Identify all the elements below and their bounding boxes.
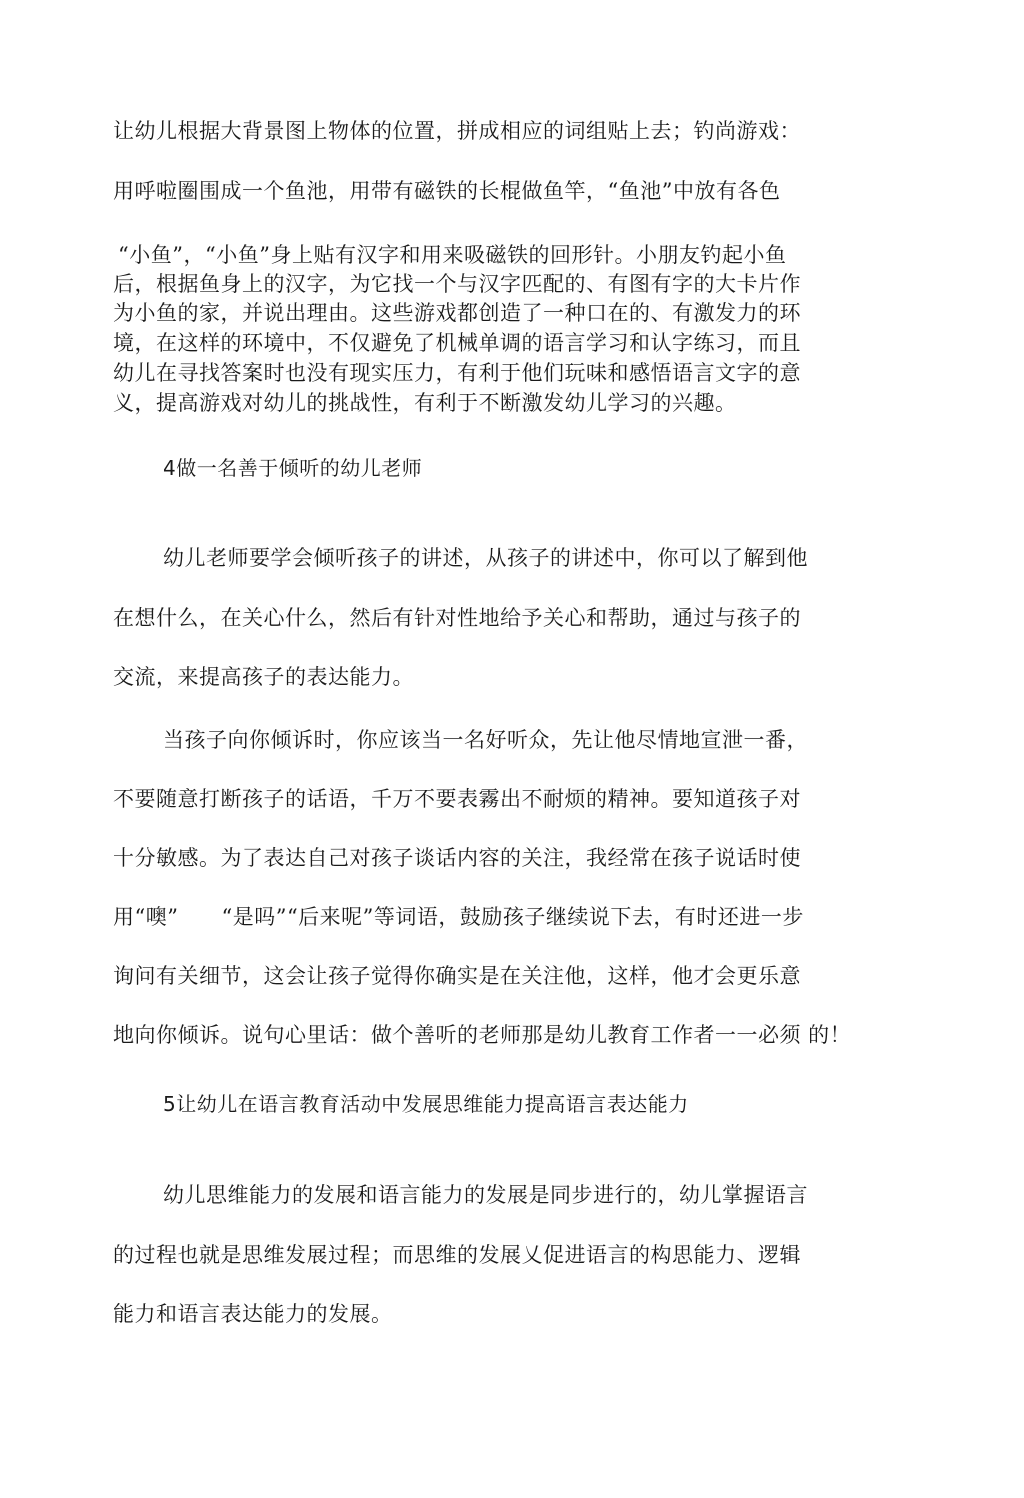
text-line: 幼儿思维能力的发展和语言能力的发展是同步进行的，幼儿掌握语言 — [163, 1183, 808, 1207]
text-line: 用“噢” “是吗”“后来呢”等词语，鼓励孩子继续说下去，有时还进一步 — [113, 905, 804, 929]
text-line: 后，根据鱼身上的汉字，为它找一个与汉字匹配的、有图有字的大卡片作 — [113, 272, 801, 296]
text-line: 不要随意打断孩子的话语，千万不要表霧出不耐烦的精神。要知道孩子对 — [113, 787, 801, 811]
text-line: 当孩子向你倾诉时，你应该当一名好听众，先让他尽情地宣泄一番， — [163, 728, 808, 752]
text-line: 十分敏感。为了表达自己对孩子谈话内容的关注，我经常在孩子说话时使 — [113, 846, 801, 870]
text-line: 幼儿老师要学会倾听孩子的讲述，从孩子的讲述中，你可以了解到他 — [163, 546, 808, 570]
text-line: 询问有关细节，这会让孩子觉得你确实是在关注他，这样，他才会更乐意 — [113, 964, 801, 988]
text-line: 幼儿在寻找答案时也没有现实压力，有利于他们玩味和感悟语言文字的意 — [113, 361, 801, 385]
text-line: 义，提高游戏对幼儿的挑战性，有利于不断激发幼儿学习的兴趣。 — [113, 391, 737, 415]
section-heading: 4做一名善于倾听的幼儿老师 — [163, 456, 423, 480]
text-line: 境，在这样的环境中，不仅避免了机械单调的语言学习和认字练习，而且 — [113, 331, 801, 355]
text-line: 为小鱼的家，并说出理由。这些游戏都创造了一种口在的、有激发力的环 — [113, 301, 801, 325]
text-line: 交流，来提高孩子的表达能力。 — [113, 665, 414, 689]
text-line: 在想什么，在关心什么，然后有针对性地给予关心和帮助，通过与孩子的 — [113, 606, 801, 630]
text-line: “小鱼”，“小鱼”身上贴有汉字和用来吸磁铁的回形针。小朋友钓起小鱼 — [118, 243, 787, 267]
text-line: 能力和语言表达能力的发展。 — [113, 1302, 393, 1326]
text-line: 地向你倾诉。说句心里话：做个善听的老师那是幼儿教育工作者一一必须 的！ — [113, 1023, 852, 1047]
section-heading: 5让幼儿在语言教育活动中发展思维能力提高语言表达能力 — [163, 1092, 689, 1116]
text-line: 的过程也就是思维发展过程；而思维的发展乂促进语言的构思能力、逻辑 — [113, 1243, 801, 1267]
text-line: 用呼啦圈围成一个鱼池，用带有磁铁的长棍做鱼竿，“鱼池”中放有各色 — [113, 179, 781, 203]
text-line: 让幼儿根据大背景图上物体的位置，拼成相应的词组贴上去；钓尚游戏： — [113, 119, 801, 143]
